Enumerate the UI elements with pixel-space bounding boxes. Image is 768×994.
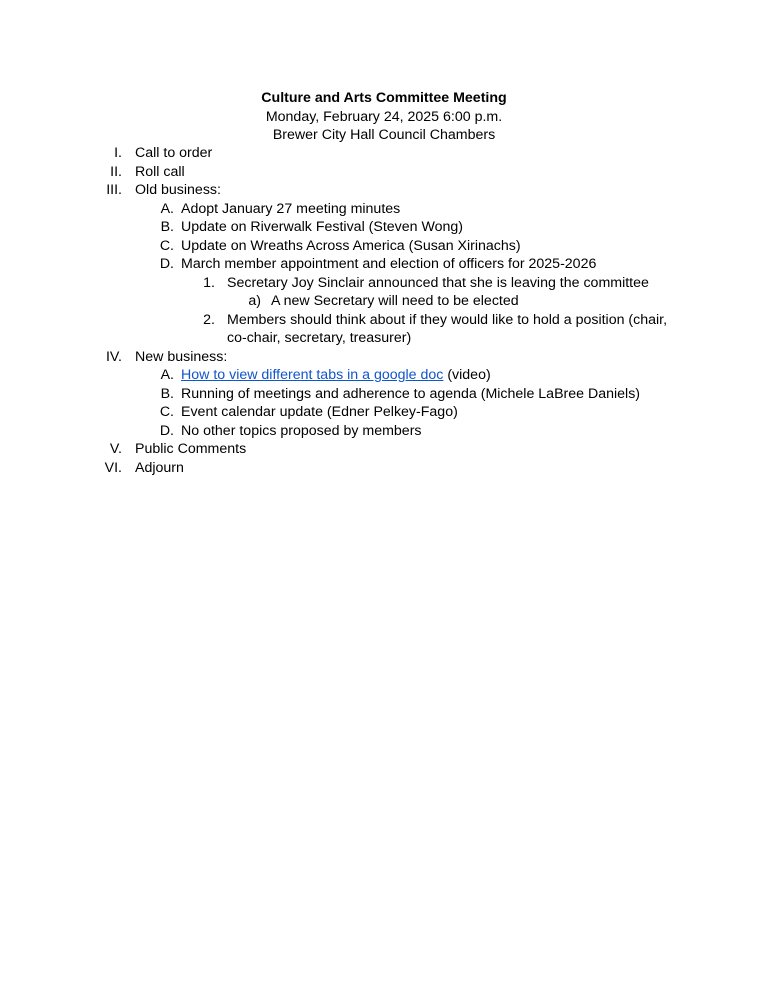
agenda-list xyxy=(0,144,768,477)
agenda-subitem xyxy=(0,237,768,256)
sub-subitem-text: Secretary Joy Sinclair announced that she is leaving the committee xyxy=(227,274,649,291)
item-text: Old business: xyxy=(135,182,221,198)
subitem-letter: B. xyxy=(160,219,174,235)
agenda-item-call-to-order xyxy=(0,144,768,163)
agenda-subitem xyxy=(0,422,768,441)
meeting-date: Monday, February 24, 2025 6:00 p.m. xyxy=(265,108,503,125)
item-text: Adjourn xyxy=(135,459,184,476)
item-text: Roll call xyxy=(135,163,185,180)
agenda-sub-subitem xyxy=(0,311,768,330)
meeting-location: Brewer City Hall Council Chambers xyxy=(272,127,496,143)
agenda-subitem xyxy=(0,255,768,274)
subitem-text: Adopt January 27 meeting minutes xyxy=(181,200,401,217)
meeting-title: Culture and Arts Committee Meeting xyxy=(261,90,507,106)
subitem-letter: A. xyxy=(160,200,174,217)
detail-letter: a) xyxy=(248,293,261,309)
subitem-text xyxy=(181,366,491,385)
subitem-text: Update on Riverwalk Festival (Steven Wong) xyxy=(181,219,464,235)
agenda-item-roll-call xyxy=(0,163,768,182)
subitem-letter: D. xyxy=(159,256,174,272)
item-text: New business: xyxy=(135,348,228,365)
detail-text: A new Secretary will need to be elected xyxy=(271,293,519,309)
sub-subitem-number: 2. xyxy=(203,311,215,328)
subitem-text: Update on Wreaths Across America (Susan Xirinachs) xyxy=(181,237,521,254)
subitem-text: Running of meetings and adherence to agenda (Michele LaBree Daniels) xyxy=(181,385,641,402)
item-number: V. xyxy=(109,441,122,457)
subitem-text: March member appointment and election of officers for 2025-2026 xyxy=(181,256,597,272)
item-number: I. xyxy=(114,145,122,161)
item-number: III. xyxy=(106,182,122,198)
agenda-subitem xyxy=(0,366,768,385)
agenda-subitem xyxy=(0,403,768,422)
agenda-sub-subitem-continuation xyxy=(0,329,768,348)
sub-subitem-text: Members should think about if they would like to hold a position (chair, xyxy=(227,311,668,328)
item-number: II. xyxy=(110,163,122,180)
agenda-subitem xyxy=(0,385,768,404)
agenda-item-public-comments xyxy=(0,440,768,459)
agenda-subitem xyxy=(0,200,768,219)
document-header xyxy=(0,89,768,145)
subitem-letter: B. xyxy=(160,385,174,402)
item-text: Public Comments xyxy=(135,441,247,457)
agenda-subitem xyxy=(0,218,768,237)
subitem-letter: D. xyxy=(159,422,174,439)
agenda-sub-subitem xyxy=(0,274,768,293)
subitem-letter: A. xyxy=(160,367,174,383)
subitem-letter: C. xyxy=(159,404,174,420)
sub-subitem-number: 1. xyxy=(203,274,215,291)
agenda-item-new-business xyxy=(0,348,768,367)
item-number: IV. xyxy=(105,348,122,365)
link-suffix: (video) xyxy=(443,367,491,383)
google-doc-tabs-link[interactable]: How to view different tabs in a google doc xyxy=(181,367,444,383)
subitem-text: No other topics proposed by members xyxy=(181,422,422,439)
subitem-text: Event calendar update (Edner Pelkey-Fago) xyxy=(181,404,458,420)
agenda-item-old-business xyxy=(0,181,768,200)
item-number: VI. xyxy=(104,459,122,476)
item-text: Call to order xyxy=(135,145,213,161)
agenda-item-adjourn xyxy=(0,459,768,478)
subitem-letter: C. xyxy=(159,237,174,254)
sub-subitem-text-continued: co-chair, secretary, treasurer) xyxy=(227,330,412,346)
agenda-detail-item xyxy=(0,292,768,311)
